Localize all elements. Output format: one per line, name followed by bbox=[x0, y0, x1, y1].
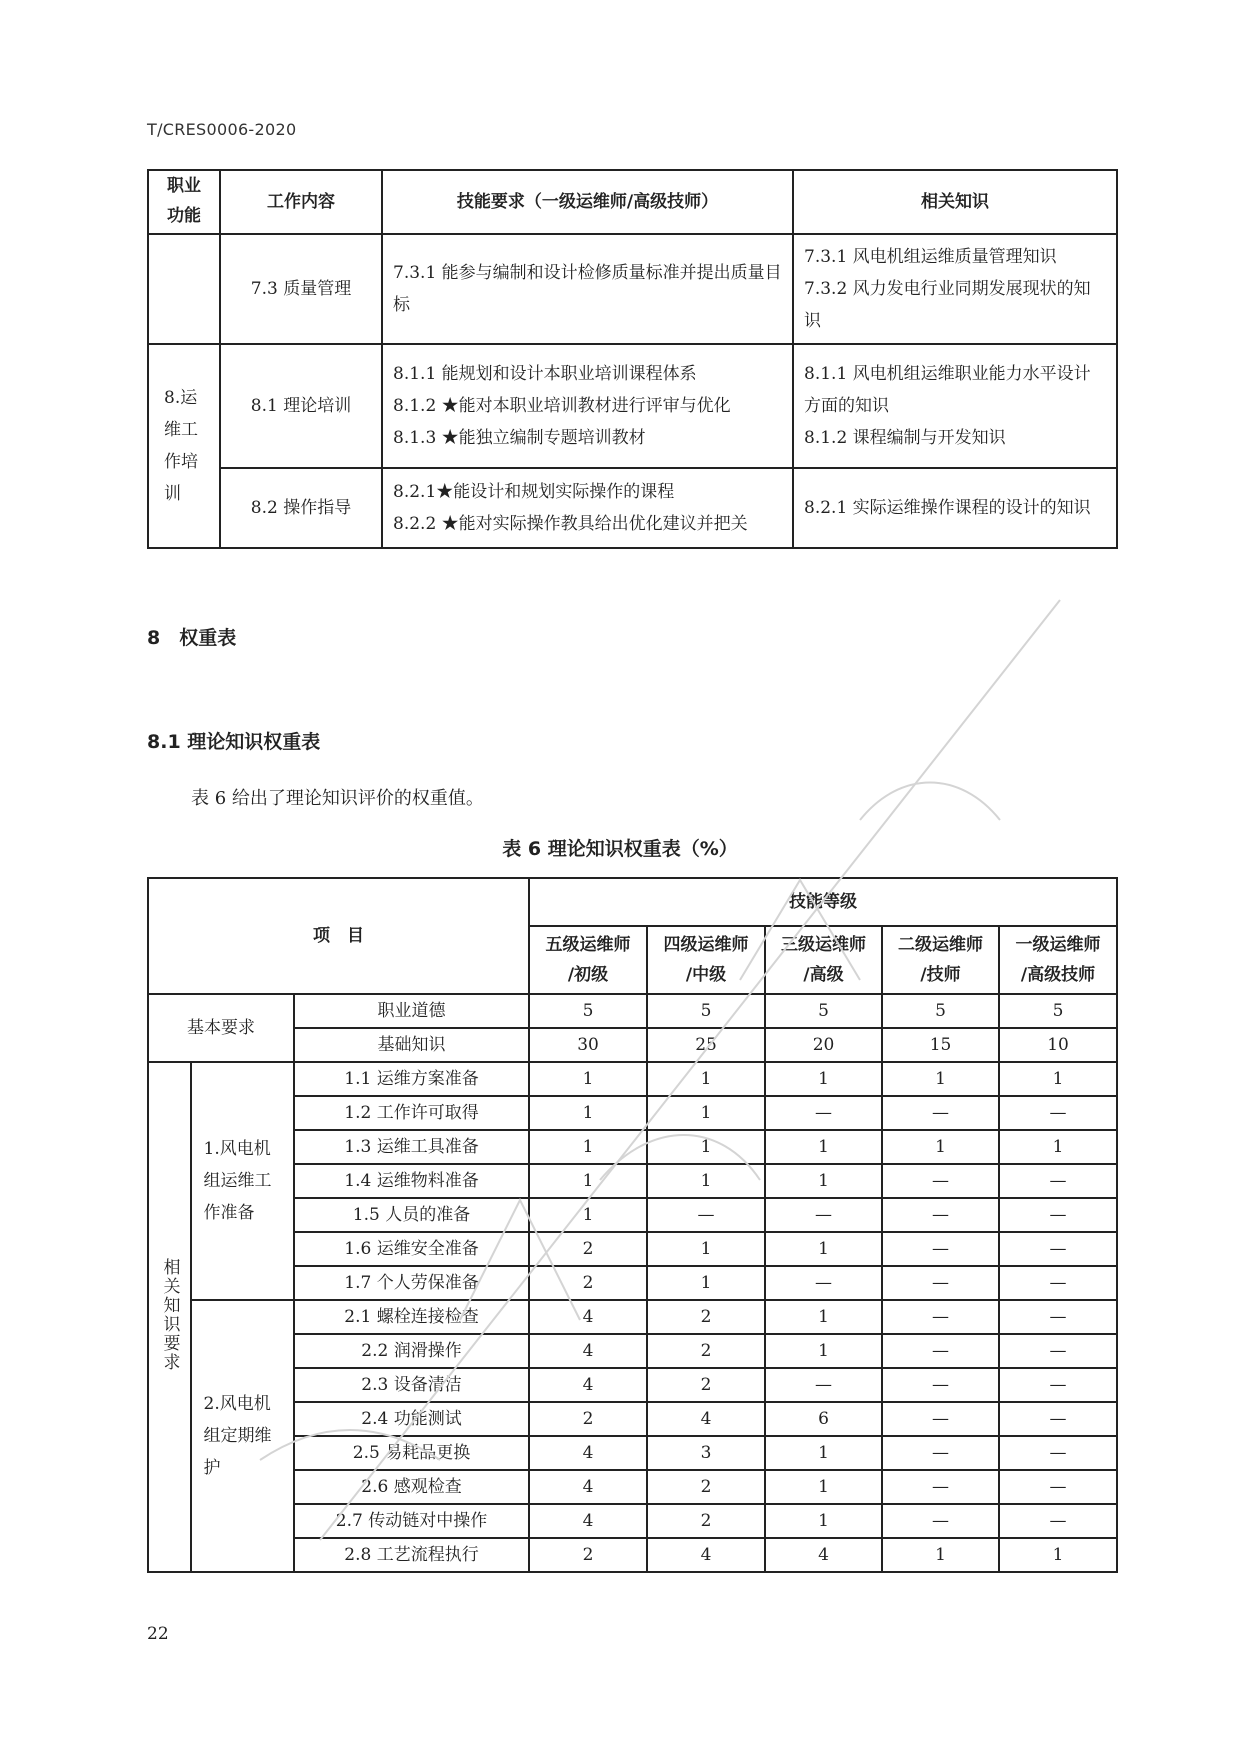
level-header-3: 三级运维师 /高级 bbox=[765, 926, 882, 994]
related-knowledge-label: 相关知识要求 bbox=[148, 1062, 191, 1572]
table-row bbox=[148, 1504, 1117, 1538]
table-row bbox=[148, 1300, 1117, 1334]
value-cell: 1 bbox=[882, 1130, 999, 1164]
col-header-skills: 技能要求（一级运维师/高级技师） bbox=[382, 170, 793, 234]
value-cell: — bbox=[999, 1266, 1117, 1300]
value-cell: — bbox=[882, 1334, 999, 1368]
level-header-2: 二级运维师 /技师 bbox=[882, 926, 999, 994]
value-cell: 4 bbox=[765, 1538, 882, 1572]
value-cell: 2 bbox=[647, 1300, 765, 1334]
row-name: 2.4 功能测试 bbox=[294, 1402, 529, 1436]
col-header-function: 职业功能 bbox=[148, 170, 220, 234]
table-row bbox=[148, 1538, 1117, 1572]
value-cell: — bbox=[647, 1198, 765, 1232]
value-cell: 1 bbox=[647, 1232, 765, 1266]
intro-paragraph: 表 6 给出了理论知识评价的权重值。 bbox=[191, 788, 484, 809]
value-cell: 4 bbox=[529, 1504, 647, 1538]
value-cell: 1 bbox=[647, 1130, 765, 1164]
col-header-content: 工作内容 bbox=[220, 170, 382, 234]
value-cell: — bbox=[882, 1470, 999, 1504]
value-cell: 1 bbox=[647, 1062, 765, 1096]
value-cell: 30 bbox=[529, 1028, 647, 1062]
value-cell: 1 bbox=[765, 1470, 882, 1504]
value-cell: — bbox=[765, 1266, 882, 1300]
value-cell: 1 bbox=[529, 1130, 647, 1164]
value-cell: — bbox=[765, 1096, 882, 1130]
row-name: 职业道德 bbox=[294, 994, 529, 1028]
row-name: 1.1 运维方案准备 bbox=[294, 1062, 529, 1096]
value-cell: 4 bbox=[529, 1436, 647, 1470]
value-cell: — bbox=[882, 1266, 999, 1300]
value-cell: 2 bbox=[529, 1232, 647, 1266]
value-cell: 1 bbox=[882, 1062, 999, 1096]
value-cell: 5 bbox=[647, 994, 765, 1028]
value-cell: 4 bbox=[529, 1334, 647, 1368]
value-cell: 4 bbox=[647, 1402, 765, 1436]
value-cell: 1 bbox=[765, 1232, 882, 1266]
value-cell: — bbox=[999, 1334, 1117, 1368]
value-cell: 4 bbox=[529, 1470, 647, 1504]
table-row bbox=[148, 1232, 1117, 1266]
value-cell: 2 bbox=[529, 1402, 647, 1436]
value-cell: — bbox=[882, 1368, 999, 1402]
row-name: 2.5 易耗品更换 bbox=[294, 1436, 529, 1470]
table-row bbox=[148, 1062, 1117, 1096]
value-cell: — bbox=[765, 1368, 882, 1402]
value-cell: 10 bbox=[999, 1028, 1117, 1062]
value-cell: — bbox=[999, 1164, 1117, 1198]
value-cell: — bbox=[999, 1198, 1117, 1232]
group-label: 1.风电机组运维工作准备 bbox=[191, 1062, 294, 1300]
function-cell: 8.运维工作培训 bbox=[148, 344, 220, 548]
value-cell: 1 bbox=[765, 1300, 882, 1334]
table-row bbox=[148, 1436, 1117, 1470]
value-cell: 1 bbox=[765, 1436, 882, 1470]
row-name: 基础知识 bbox=[294, 1028, 529, 1062]
basic-requirements-label: 基本要求 bbox=[148, 994, 294, 1062]
row-name: 2.1 螺栓连接检查 bbox=[294, 1300, 529, 1334]
table-row bbox=[148, 1198, 1117, 1232]
table-row bbox=[148, 1266, 1117, 1300]
row-name: 1.3 运维工具准备 bbox=[294, 1130, 529, 1164]
table-row bbox=[148, 1096, 1117, 1130]
value-cell: 20 bbox=[765, 1028, 882, 1062]
value-cell: 25 bbox=[647, 1028, 765, 1062]
table-caption: 表 6 理论知识权重表（%） bbox=[502, 838, 738, 860]
col-header-knowledge: 相关知识 bbox=[793, 170, 1117, 234]
value-cell: 4 bbox=[529, 1300, 647, 1334]
content-cell: 7.3 质量管理 bbox=[220, 234, 382, 344]
value-cell: 4 bbox=[529, 1368, 647, 1402]
value-cell: — bbox=[765, 1198, 882, 1232]
knowledge-cell: 7.3.1 风电机组运维质量管理知识 7.3.2 风力发电行业同期发展现状的知识 bbox=[793, 234, 1117, 344]
value-cell: 1 bbox=[529, 1062, 647, 1096]
row-name: 1.7 个人劳保准备 bbox=[294, 1266, 529, 1300]
value-cell: 1 bbox=[765, 1504, 882, 1538]
skills-table bbox=[147, 169, 1118, 549]
value-cell: 2 bbox=[647, 1368, 765, 1402]
row-name: 2.8 工艺流程执行 bbox=[294, 1538, 529, 1572]
value-cell: — bbox=[999, 1470, 1117, 1504]
skills-cell: 8.1.1 能规划和设计本职业培训课程体系 8.1.2 ★能对本职业培训教材进行评审与优化 8.1.3 ★能独立编制专题培训教材 bbox=[382, 344, 793, 468]
row-name: 1.4 运维物料准备 bbox=[294, 1164, 529, 1198]
page-number: 22 bbox=[147, 1624, 169, 1644]
value-cell: — bbox=[999, 1436, 1117, 1470]
value-cell: 2 bbox=[647, 1334, 765, 1368]
row-name: 2.7 传动链对中操作 bbox=[294, 1504, 529, 1538]
table-row bbox=[148, 1368, 1117, 1402]
value-cell: — bbox=[999, 1402, 1117, 1436]
row-name: 2.3 设备清洁 bbox=[294, 1368, 529, 1402]
table-row bbox=[148, 1470, 1117, 1504]
value-cell: 1 bbox=[647, 1266, 765, 1300]
row-name: 2.6 感观检查 bbox=[294, 1470, 529, 1504]
value-cell: — bbox=[882, 1402, 999, 1436]
group-label: 2.风电机组定期维护 bbox=[191, 1300, 294, 1572]
value-cell: 1 bbox=[765, 1334, 882, 1368]
row-name: 1.5 人员的准备 bbox=[294, 1198, 529, 1232]
value-cell: — bbox=[999, 1232, 1117, 1266]
row-name: 2.2 润滑操作 bbox=[294, 1334, 529, 1368]
value-cell: 1 bbox=[999, 1538, 1117, 1572]
value-cell: 1 bbox=[765, 1130, 882, 1164]
skills-cell: 8.2.1★能设计和规划实际操作的课程 8.2.2 ★能对实际操作教具给出优化建议并把关 bbox=[382, 468, 793, 548]
value-cell: 5 bbox=[882, 994, 999, 1028]
value-cell: 2 bbox=[647, 1504, 765, 1538]
value-cell: 1 bbox=[647, 1164, 765, 1198]
value-cell: — bbox=[999, 1504, 1117, 1538]
section-heading-8-1: 8.1 理论知识权重表 bbox=[147, 731, 321, 753]
value-cell: — bbox=[999, 1300, 1117, 1334]
content-cell: 8.1 理论培训 bbox=[220, 344, 382, 468]
value-cell: 5 bbox=[999, 994, 1117, 1028]
knowledge-cell: 8.1.1 风电机组运维职业能力水平设计方面的知识 8.1.2 课程编制与开发知识 bbox=[793, 344, 1117, 468]
value-cell: — bbox=[999, 1096, 1117, 1130]
value-cell: 4 bbox=[647, 1538, 765, 1572]
value-cell: 1 bbox=[765, 1164, 882, 1198]
table-row bbox=[148, 1402, 1117, 1436]
document-code: T/CRES0006-2020 bbox=[147, 120, 297, 139]
value-cell: 1 bbox=[882, 1538, 999, 1572]
value-cell: 1 bbox=[529, 1096, 647, 1130]
value-cell: 5 bbox=[529, 994, 647, 1028]
value-cell: — bbox=[882, 1164, 999, 1198]
value-cell: — bbox=[882, 1198, 999, 1232]
level-header: 技能等级 bbox=[529, 878, 1117, 926]
table-row bbox=[148, 1164, 1117, 1198]
content-cell: 8.2 操作指导 bbox=[220, 468, 382, 548]
value-cell: 1 bbox=[999, 1062, 1117, 1096]
value-cell: — bbox=[882, 1232, 999, 1266]
section-heading-8: 8 权重表 bbox=[147, 627, 237, 649]
row-name: 1.6 运维安全准备 bbox=[294, 1232, 529, 1266]
table-row bbox=[148, 1334, 1117, 1368]
value-cell: — bbox=[882, 1300, 999, 1334]
item-header: 项 目 bbox=[148, 878, 529, 994]
value-cell: — bbox=[882, 1504, 999, 1538]
value-cell: 6 bbox=[765, 1402, 882, 1436]
level-header-5: 五级运维师 /初级 bbox=[529, 926, 647, 994]
value-cell: 2 bbox=[647, 1470, 765, 1504]
level-header-1: 一级运维师 /高级技师 bbox=[999, 926, 1117, 994]
value-cell: 1 bbox=[529, 1198, 647, 1232]
value-cell: 1 bbox=[647, 1096, 765, 1130]
value-cell: 15 bbox=[882, 1028, 999, 1062]
value-cell: 3 bbox=[647, 1436, 765, 1470]
knowledge-cell: 8.2.1 实际运维操作课程的设计的知识 bbox=[793, 468, 1117, 548]
skills-cell: 7.3.1 能参与编制和设计检修质量标准并提出质量目标 bbox=[382, 234, 793, 344]
row-name: 1.2 工作许可取得 bbox=[294, 1096, 529, 1130]
function-cell bbox=[148, 234, 220, 344]
value-cell: — bbox=[882, 1096, 999, 1130]
value-cell: 1 bbox=[765, 1062, 882, 1096]
value-cell: 5 bbox=[765, 994, 882, 1028]
value-cell: — bbox=[999, 1368, 1117, 1402]
value-cell: 2 bbox=[529, 1266, 647, 1300]
value-cell: 1 bbox=[999, 1130, 1117, 1164]
value-cell: 2 bbox=[529, 1538, 647, 1572]
value-cell: — bbox=[882, 1436, 999, 1470]
table-row bbox=[148, 1130, 1117, 1164]
value-cell: 1 bbox=[529, 1164, 647, 1198]
level-header-4: 四级运维师 /中级 bbox=[647, 926, 765, 994]
weight-table bbox=[147, 877, 1118, 1573]
